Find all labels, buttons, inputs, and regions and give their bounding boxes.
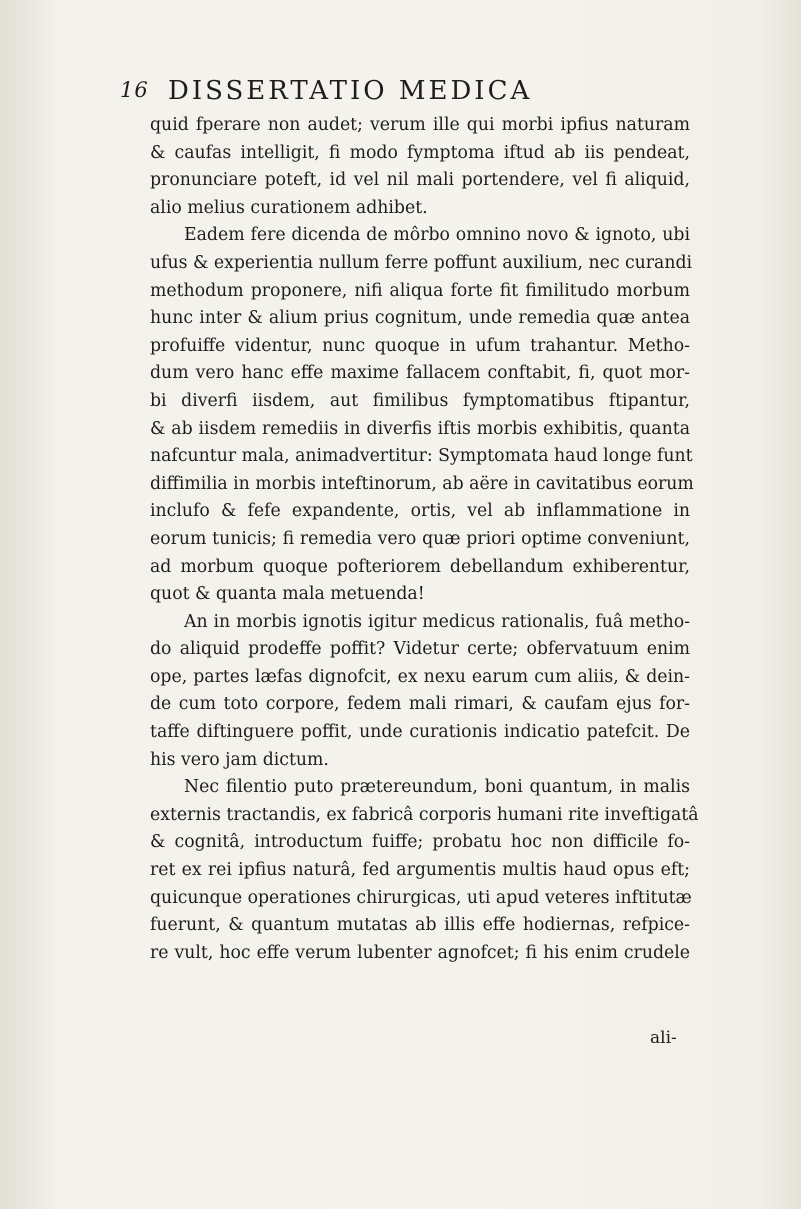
text-line: quid fperare non audet; verum ille qui morbi ipfius naturam xyxy=(150,115,690,135)
text-line: hunc inter & alium prius cognitum, unde remedia quæ antea xyxy=(150,308,690,329)
text-line: his vero jam dictum. xyxy=(150,749,329,770)
text-line: externis tractandis, ex fabricâ corporis humani rite inveftigatâ xyxy=(150,804,699,825)
page-number: 16 xyxy=(120,78,149,102)
text-line: dum vero hanc effe maxime fallacem conftabit, fi, quot mor- xyxy=(150,363,690,384)
body-text xyxy=(150,112,699,967)
text-line: do aliquid prodeffe poffit? Videtur certe; obfervatuum enim xyxy=(150,639,690,660)
catchword: ali- xyxy=(650,1028,677,1048)
text-line: ret ex rei ipfius naturâ, fed argumentis multis haud opus eft; xyxy=(150,860,690,881)
text-line: Eadem fere dicenda de môrbo omnino novo & ignoto, ubi xyxy=(184,225,690,246)
text-line: Nec filentio puto prætereundum, boni quantum, in malis xyxy=(184,777,690,798)
text-line: & cognitâ, introductum fuiffe; probatu hoc non difficile fo- xyxy=(150,832,690,853)
text-line: re vult, hoc effe verum lubenter agnofcet; fi his enim crudele xyxy=(150,942,690,963)
text-line: profuiffe videntur, nunc quoque in ufum trahantur. Metho- xyxy=(150,335,690,356)
page-shadow-left xyxy=(0,0,60,1209)
text-line: bi diverfi iisdem, aut fimilibus fymptomatibus ftipantur, xyxy=(150,390,690,411)
text-line: & ab iisdem remediis in diverfis iftis morbis exhibitis, quanta xyxy=(150,418,690,439)
text-line: An in morbis ignotis igitur medicus rationalis, fuâ metho- xyxy=(184,611,690,632)
text-line: de cum toto corpore, fedem mali rimari, & caufam ejus for- xyxy=(150,694,690,715)
text-line: & caufas intelligit, fi modo fymptoma iftud ab iis pendeat, xyxy=(150,142,690,163)
page-shadow-right xyxy=(761,0,801,1209)
text-line: diffimilia in morbis inteftinorum, ab aëre in cavitatibus eorum xyxy=(150,473,694,494)
text-line: pronunciare poteft, id vel nil mali portendere, vel fi aliquid, xyxy=(150,170,690,191)
text-line: quicunque operationes chirurgicas, uti apud veteres inftitutæ xyxy=(150,887,692,908)
text-line: ope, partes læfas dignofcit, ex nexu earum cum aliis, & dein- xyxy=(150,666,690,687)
text-line: ad morbum quoque pofteriorem debellandum exhiberentur, xyxy=(150,556,690,577)
text-line: quot & quanta mala metuenda! xyxy=(150,584,425,605)
text-line: ufus & experientia nullum ferre poffunt auxilium, nec curandi xyxy=(150,252,693,273)
text-line: nafcuntur mala, animadvertitur: Symptomata haud longe funt xyxy=(150,446,693,467)
text-line: eorum tunicis; fi remedia vero quæ priori optime conveniunt, xyxy=(150,528,690,549)
running-head: DISSERTATIO MEDICA xyxy=(168,76,533,106)
text-line: methodum proponere, nifi aliqua forte fit fimilitudo morbum xyxy=(150,280,690,301)
text-line: inclufo & fefe expandente, ortis, vel ab inflammatione in xyxy=(150,501,690,522)
text-line: fuerunt, & quantum mutatas ab illis effe hodiernas, refpice- xyxy=(150,915,690,936)
text-line: taffe diftinguere poffit, unde curationis indicatio patefcit. De xyxy=(150,722,690,743)
text-line: alio melius curationem adhibet. xyxy=(150,197,428,218)
